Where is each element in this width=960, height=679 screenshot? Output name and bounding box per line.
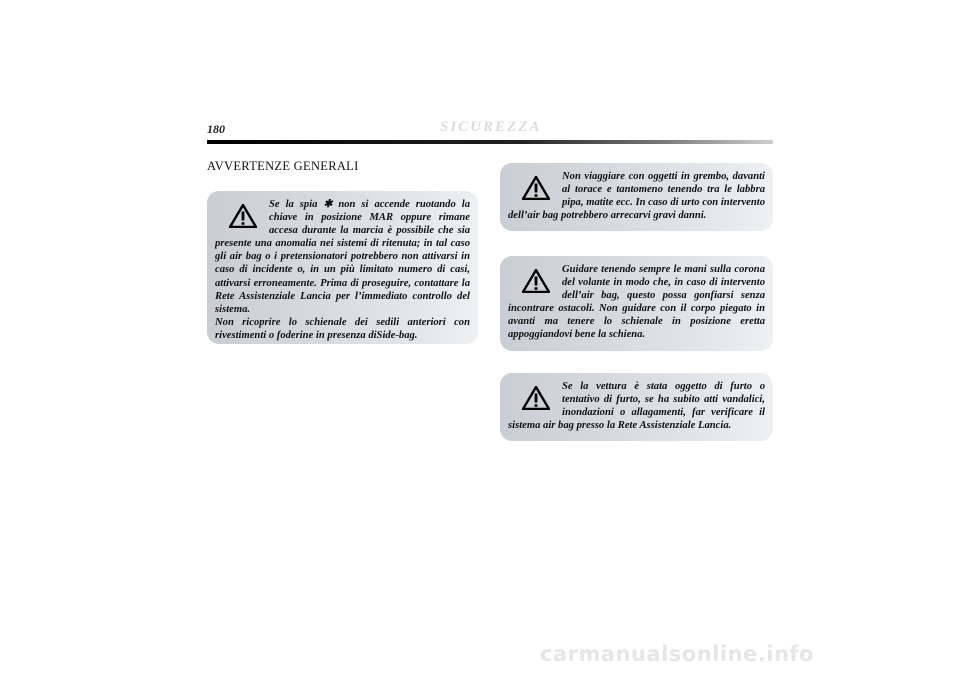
warning-triangle-icon (229, 204, 257, 228)
warning-text-side-bag: Non ricoprire lo schienale dei sedili anteriori con rivestimenti o foderine in presenza diSide-bag. (215, 316, 470, 341)
warning-box-theft (500, 373, 773, 441)
section-title: SICUREZZA (440, 119, 542, 135)
warning-box-steering (500, 256, 773, 351)
warning-text: Se la spia ✱ non si accende ruotando la chiave in posizione MAR oppure rimane accesa durante la marcia è possibile che sia presente una anomalia nei sistemi di ritenuta; in tal caso gli air bag o i pretensionatori potrebbero non attivarsi in caso di incidente o, in un più limitato numero di casi, attivarsi erroneamente. Prima di proseguire, contattare la Rete Assistenziale Lancia per l’immediato controllo del sistema. (215, 199, 470, 315)
warning-box-airbag-light (207, 191, 478, 344)
section-heading: AVVERTENZE GENERALI (207, 159, 359, 173)
page-number: 180 (207, 122, 225, 136)
warning-text: Se la vettura è stata oggetto di furto o tentativo di furto, se ha subito atti vandalici, inondazioni o allagamenti, far verificare il sistema air bag presso la Rete Assistenziale Lancia. (508, 381, 765, 432)
header-rule (207, 140, 773, 144)
warning-triangle-icon (522, 386, 550, 410)
warning-triangle-icon (522, 176, 550, 200)
warning-text: Non viaggiare con oggetti in grembo, davanti al torace e tantomeno tenendo tra le labbra pipa, matite ecc. In caso di urto con intervento dell’air bag potrebbero arrecarvi gravi danni. (508, 171, 765, 222)
warning-triangle-icon (522, 269, 550, 293)
watermark: carmanualsonline.info (540, 642, 814, 666)
warning-box-objects (500, 163, 773, 231)
warning-text: Guidare tenendo sempre le mani sulla corona del volante in modo che, in caso di intervento dell’air bag, questo possa gonfiarsi senza incontrare ostacoli. Non guidare con il corpo piegato in avanti ma tenere lo schienale in posizione eretta appoggiandovi bene la schiena. (508, 264, 765, 341)
